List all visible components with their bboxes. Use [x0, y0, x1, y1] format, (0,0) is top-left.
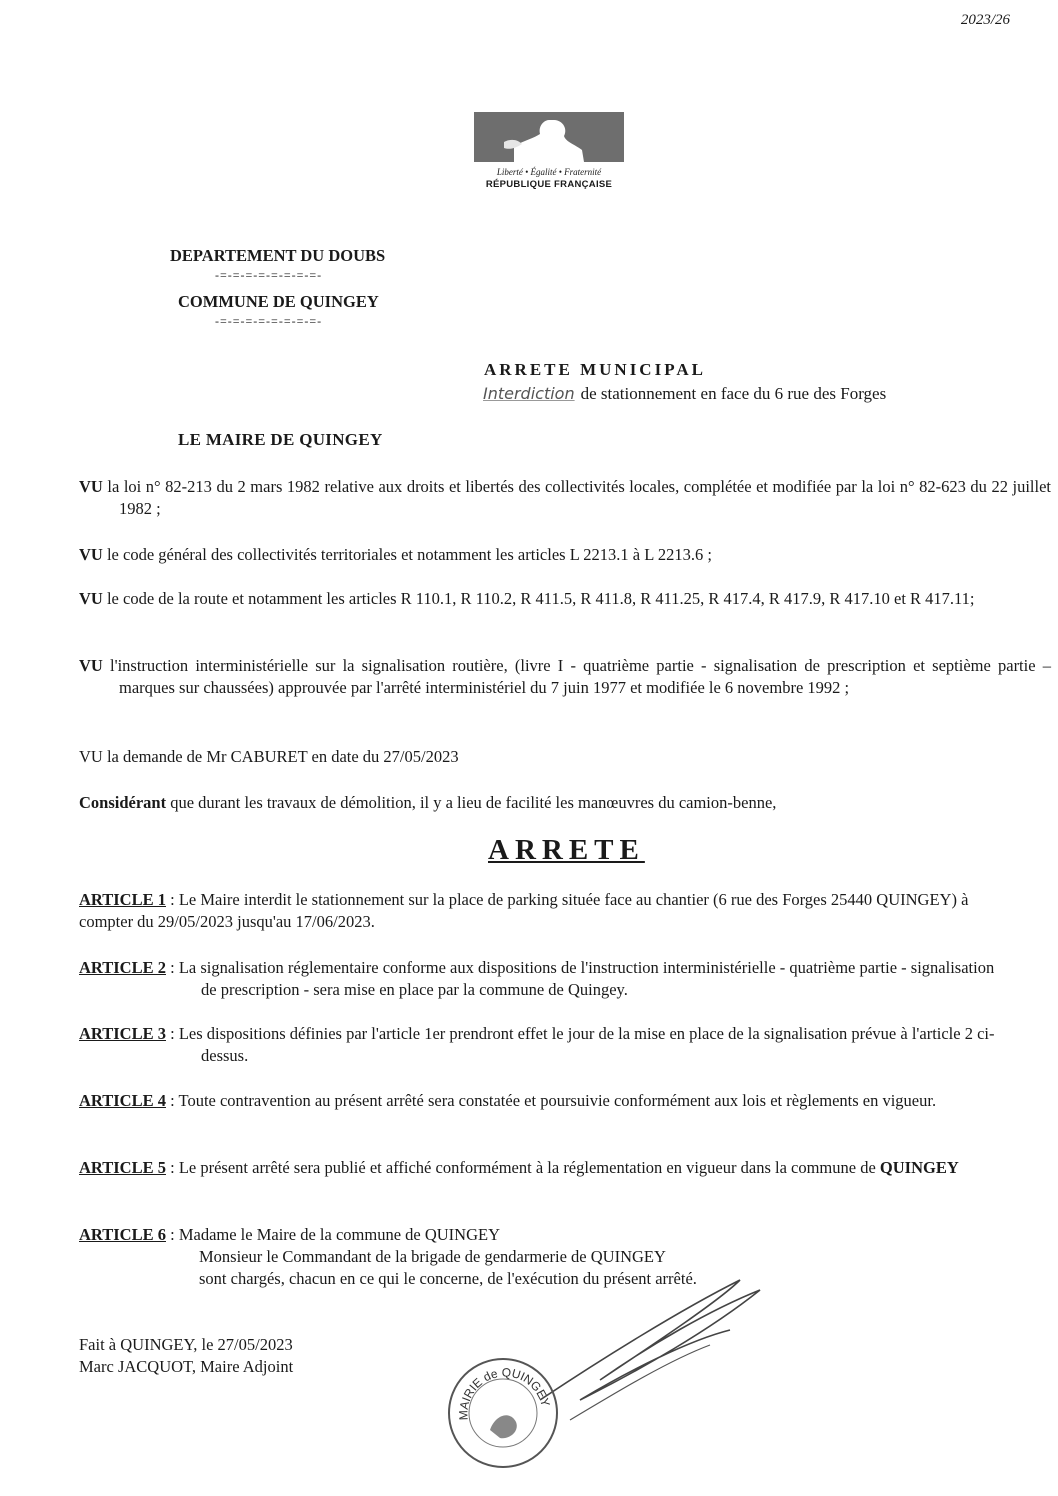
separator: -=-=-=-=-=-=-=-=- — [215, 314, 323, 328]
consideration-item: VU le code de la route et notamment les articles R 110.1, R 110.2, R 411.5, R 411.8, R 411.25, R 417.4, R 417.9, R 417.10 et R 417.11; — [79, 589, 975, 608]
reference-number: 2023/26 — [960, 12, 1010, 28]
stamp-text: MAIRIE de QUINGEY — [456, 1365, 553, 1421]
official-stamp — [448, 1358, 558, 1468]
place-date: Fait à QUINGEY, le 27/05/2023 — [79, 1335, 293, 1354]
article-item: ARTICLE 2 : La signalisation réglementaire conforme aux dispositions de l'instruction interministérielle - quatrième partie - signalisation de prescription - sera mise en place par la commune de Quingey. — [79, 958, 995, 999]
commune-heading: COMMUNE DE QUINGEY — [178, 292, 379, 311]
marianne-emblem-icon — [474, 112, 624, 162]
decision-heading: ARRETE — [488, 834, 645, 866]
consideration-item: VU la loi n° 82-213 du 2 mars 1982 relative aux droits et libertés des collectivités locales, complétée et modifiée par la loi n° 82-623 du 22 juillet 1982 ; — [79, 477, 1051, 518]
signoff — [79, 1334, 293, 1378]
document-title: ARRETE MUNICIPAL — [484, 360, 706, 379]
article-item: ARTICLE 4 : Toute contravention au présent arrêté sera constatée et poursuivie conformément aux lois et règlements en vigueur. — [79, 1091, 937, 1110]
signatory: Marc JACQUOT, Maire Adjoint — [79, 1357, 294, 1376]
article-item: ARTICLE 3 : Les dispositions définies par l'article 1er prendront effet le jour de la mise en place de la signalisation prévue à l'article 2 ci-dessus. — [79, 1024, 995, 1065]
authority-heading: LE MAIRE DE QUINGEY — [178, 430, 383, 449]
logo-motto: Liberté • Égalité • Fraternité — [496, 167, 602, 177]
handwritten-word: Interdiction — [483, 384, 575, 403]
svg-text:MAIRIE de QUINGEY — [456, 1365, 552, 1420]
consideration-item: Considérant que durant les travaux de démolition, il y a lieu de facilité les manœuvres du camion-benne, — [79, 793, 777, 812]
article-item: ARTICLE 5 : Le présent arrêté sera publié et affiché conformément à la réglementation en vigueur dans la commune de QUINGEY — [79, 1158, 959, 1177]
department-heading: DEPARTEMENT DU DOUBS — [170, 246, 386, 265]
consideration-item: VU le code général des collectivités territoriales et notamment les articles L 2213.1 à L 2213.6 ; — [79, 545, 712, 564]
document-subject — [483, 384, 886, 404]
article-item: ARTICLE 1 : Le Maire interdit le stationnement sur la place de parking située face au chantier (6 rue des Forges 25440 QUINGEY) à compter du 29/05/2023 jusqu'au 17/06/2023. — [79, 890, 969, 931]
consideration-item: VU la demande de Mr CABURET en date du 27/05/2023 — [79, 747, 459, 766]
marianne-logo — [474, 112, 628, 210]
consideration-item: VU l'instruction interministérielle sur la signalisation routière, (livre I - quatrième partie - signalisation de prescription et septième partie – marques sur chaussées) approuvée par l'arrêté interministériel du 7 juin 1977 et modifiée le 6 novembre 1992 ; — [79, 656, 1051, 697]
separator: -=-=-=-=-=-=-=-=- — [215, 268, 323, 282]
article-item: ARTICLE 6 : Madame le Maire de la commune de QUINGEY Monsieur le Commandant de la brigade de gendarmerie de QUINGEY sont chargés, chacun en ce qui le concerne, de l'exécution du présent arrêté. — [79, 1225, 697, 1288]
logo-republic: RÉPUBLIQUE FRANÇAISE — [485, 179, 613, 190]
subject-text: de stationnement en face du 6 rue des Forges — [580, 384, 887, 403]
